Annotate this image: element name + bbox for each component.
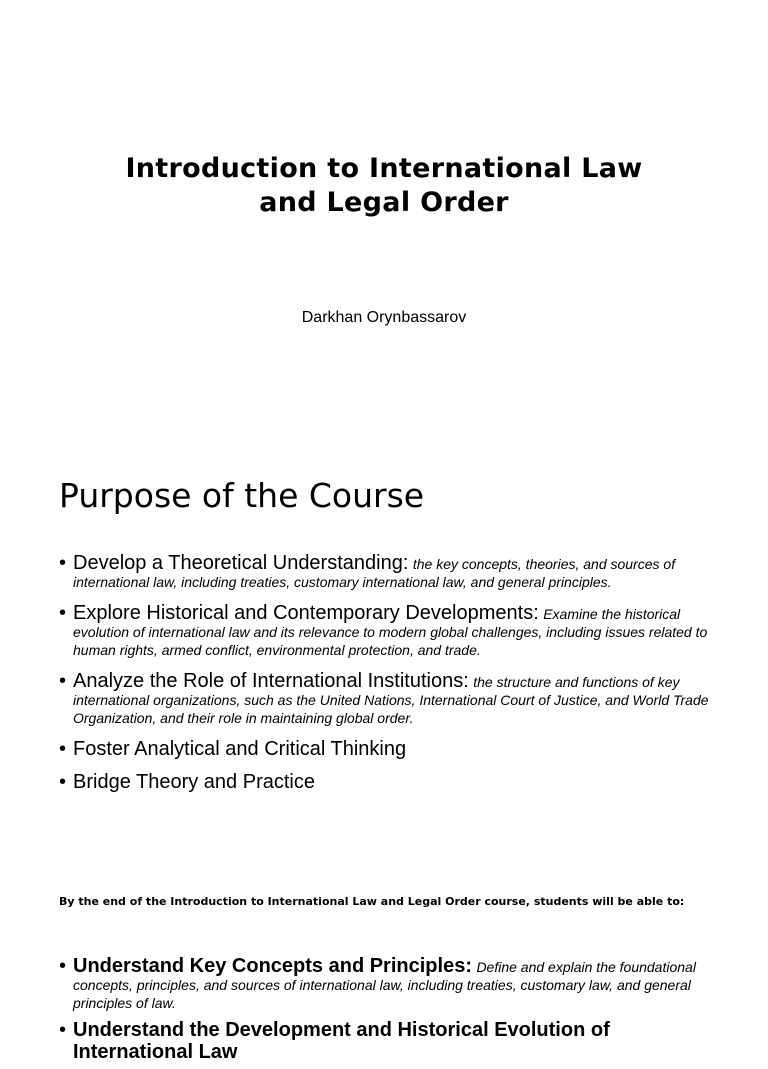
bullet-detail: Examine the historical evolution of international law and its relevance to modern global challenges, including issues related to human rights, armed conflict, environmental protection, and trade. — [73, 606, 708, 658]
bullet-icon: • — [59, 1019, 67, 1041]
list-item — [59, 670, 719, 728]
purpose-bullet-list — [59, 552, 719, 804]
bullet-icon: • — [59, 670, 67, 692]
bullet-lead: Develop a Theoretical Understanding: — [73, 552, 409, 574]
section-title: Purpose of the Course — [59, 476, 425, 515]
bullet-icon: • — [59, 552, 67, 574]
list-item — [59, 1019, 719, 1063]
bullet-icon: • — [59, 738, 67, 760]
bullet-icon: • — [59, 771, 67, 793]
list-item — [59, 955, 719, 1013]
bullet-icon: • — [59, 602, 67, 624]
title-line-1: Introduction to International Law — [125, 153, 643, 184]
bullet-icon: • — [59, 955, 67, 977]
list-item — [59, 552, 719, 592]
list-item — [59, 602, 719, 660]
title-line-2: and Legal Order — [259, 187, 509, 218]
author-name: Darkhan Orynbassarov — [301, 309, 467, 326]
list-item — [59, 771, 719, 793]
slide-title — [40, 152, 728, 220]
list-item — [59, 738, 719, 760]
bullet-lead: Understand the Development and Historical Evolution of International Law — [73, 1019, 610, 1063]
bullet-lead: Foster Analytical and Critical Thinking — [73, 738, 407, 760]
outcomes-intro: By the end of the Introduction to International Law and Legal Order course, students will be able to: — [59, 895, 685, 908]
bullet-detail: the structure and functions of key international organizations, such as the United Nations, International Court of Justice, and World Trade Organization, and their role in maintaining global order. — [73, 674, 709, 726]
bullet-detail: Define and explain the foundational concepts, principles, and sources of international law, including treaties, customary law, and general principles of law. — [73, 959, 696, 1011]
bullet-lead: Bridge Theory and Practice — [73, 771, 315, 793]
outcomes-bullet-list — [59, 955, 719, 1069]
bullet-lead: Explore Historical and Contemporary Developments: — [73, 602, 539, 624]
bullet-lead: Understand Key Concepts and Principles: — [73, 955, 472, 977]
bullet-detail: the key concepts, theories, and sources of international law, including treaties, customary international law, and general principles. — [73, 556, 676, 590]
bullet-lead: Analyze the Role of International Institutions: — [73, 670, 469, 692]
